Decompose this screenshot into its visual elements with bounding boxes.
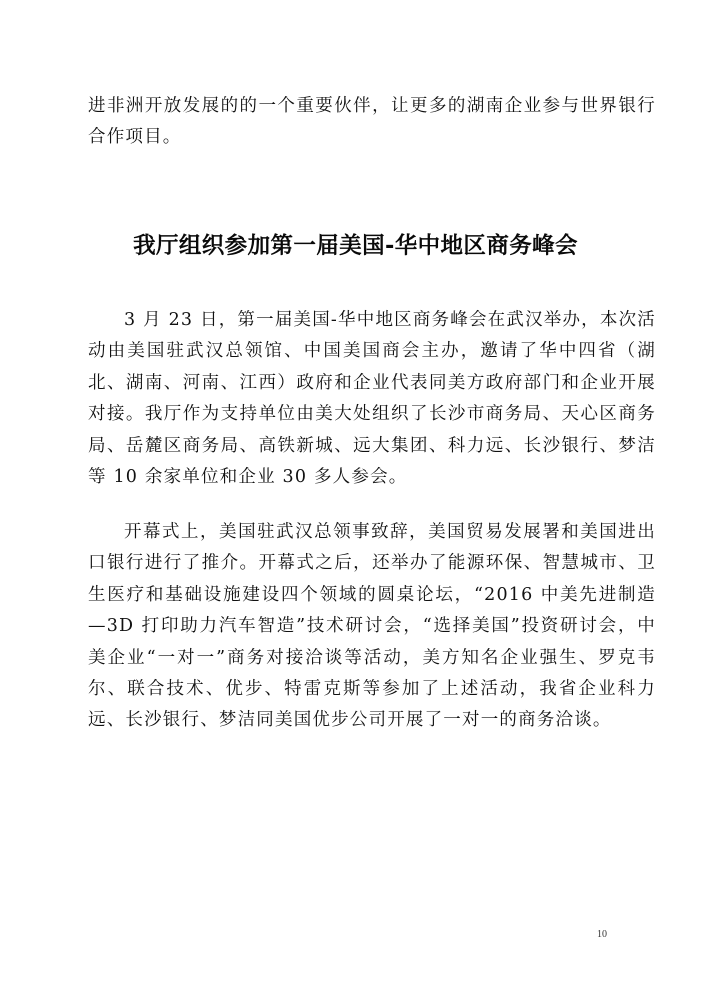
page-number: 10 — [597, 929, 607, 940]
body-paragraph-1: 3 月 23 日，第一届美国-华中地区商务峰会在武汉举办，本次活动由美国驻武汉总领馆、中国美国商会主办，邀请了华中四省（湖北、湖南、河南、江西）政府和企业代表同美方政府部门和企业开展对接。我厅作为支持单位由美大处组织了长沙市商务局、天心区商务局、岳麓区商务局、高铁新城、远大集团、科力远、长沙银行、梦洁等 10 余家单位和企业 30 多人参会。 — [88, 310, 656, 488]
section-title: 我厅组织参加第一届美国-华中地区商务峰会 — [133, 233, 578, 259]
intro-paragraph: 进非洲开放发展的的一个重要伙伴，让更多的湖南企业参与世界银行合作项目。 — [88, 96, 656, 148]
body-paragraph-2: 开幕式上，美国驻武汉总领事致辞，美国贸易发展署和美国进出口银行进行了推介。开幕式之后，还举办了能源环保、智慧城市、卫生医疗和基础设施建设四个领域的圆桌论坛，“2016 中美先进制造 —3D 打印助力汽车智造”技术研讨会，“选择美国”投资研讨会，中美企业“一对一”商务对接洽谈等活动，美方知名企业强生、罗克韦尔、联合技术、优步、特雷克斯等参加了上述活动，我省企业科力远、长沙银行、梦洁同美国优步公司开展了一对一的商务洽谈。 — [88, 522, 656, 731]
